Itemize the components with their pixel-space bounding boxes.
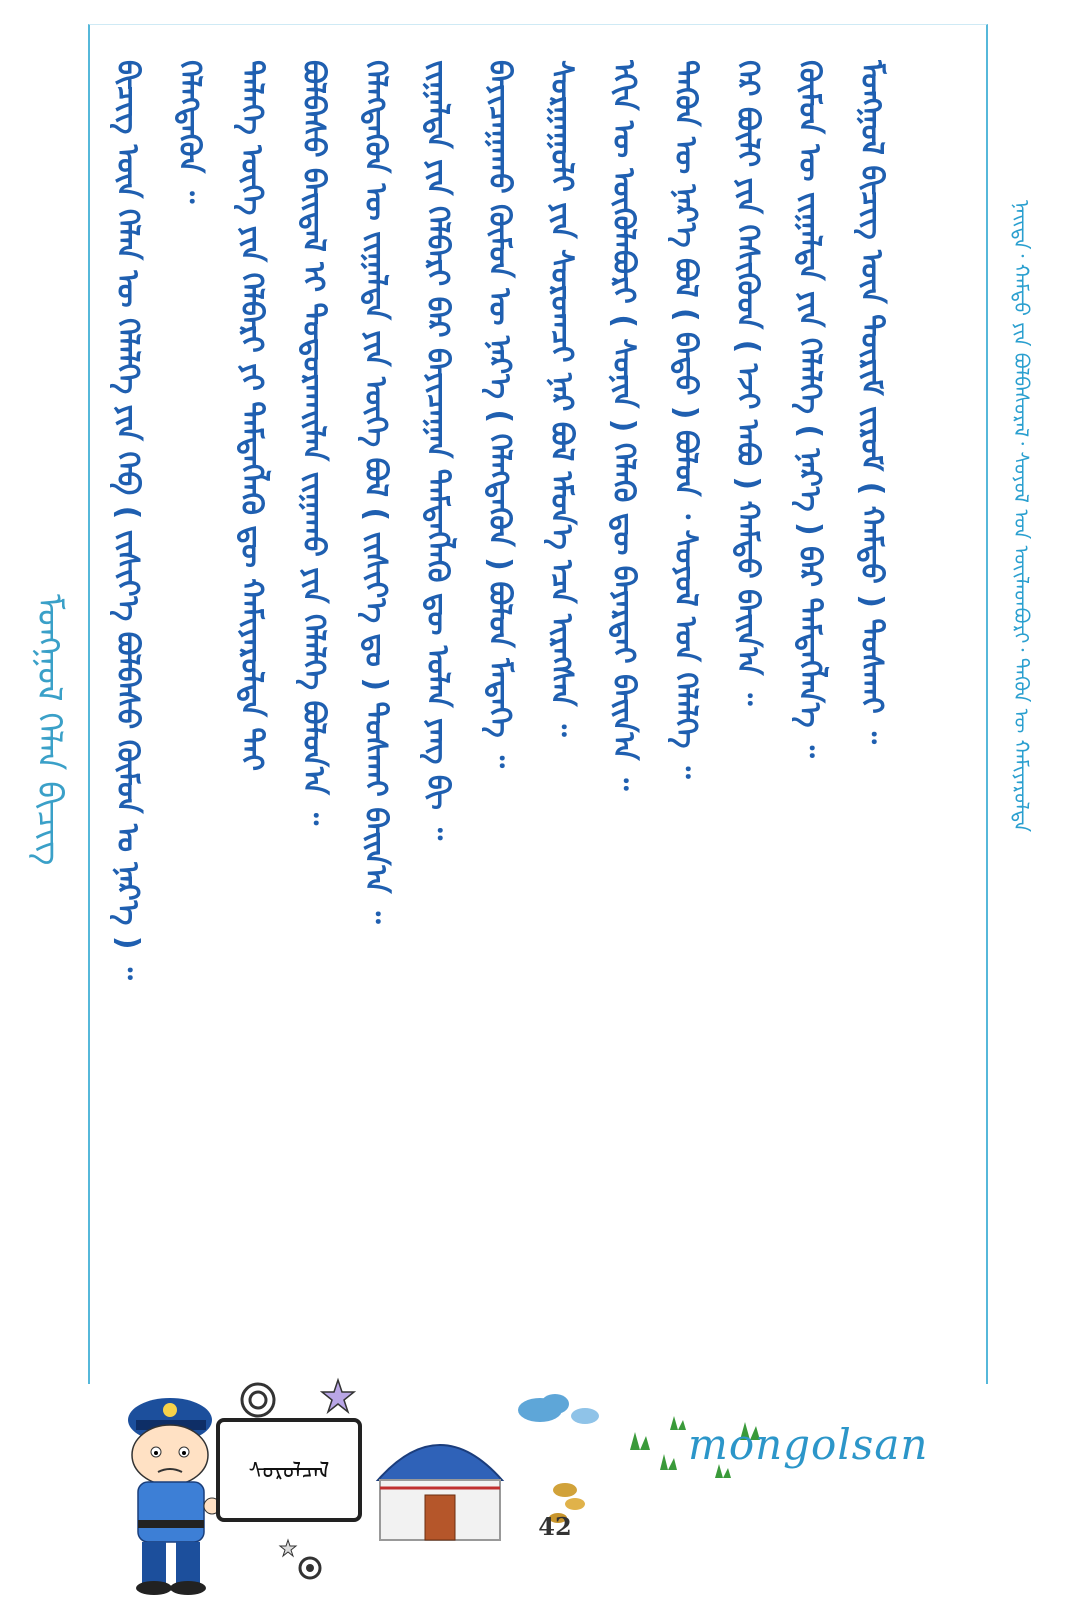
text-column: ᠲᠡᠭᠦᠨ ᠦ ᠨᠡᠷ᠎ᠡ ᠪᠣᠯ ( ᠪᠠᠲᠤ ) ᠪᠣᠯᠤᠨ ᠂ ᠰᠣᠶᠣᠯ ᠤᠨ ᠬᠡᠯᠡᠯᠭᠡ ᠃ [668,60,703,779]
text-column: ᠡᠬᠢᠨ ᠦ ᠦᠭᠦᠯᠡᠪᠦᠷᠢ ( ᠰᠣᠨᠢᠨ ) ᠬᠡᠯᠡᠬᠦ ᠳᠦ ᠪᠠᠶᠠᠷᠲᠠᠢ ᠪᠠᠢᠨ᠎ᠠ ᠃ [606,60,641,791]
text-columns [110,60,970,1390]
text-column: ᠲᠡᠯᠡᠭᠡ ᠦᠭᠡ ᠶᠢᠨ ᠬᠡᠯᠪᠡᠷᠢ ᠶᠢ ᠲᠡᠮᠳᠡᠭᠯᠡᠬᠦ ᠳᠦ ᠬᠠᠮᠢᠶᠠᠷᠤᠯᠲᠠ ᠲᠠᠢ [234,60,269,771]
text-column: ᠬᠦᠮᠦᠨ ᠦ ᠵᠢᠭᠠᠯᠲᠠ ᠶᠢᠨ ᠬᠡᠯᠡᠯᠭᠡ ( ᠨᠡᠷ᠎ᠡ ) ᠪᠠᠷ ᠲᠡᠮᠳᠡᠭᠯᠡᠨ᠎ᠡ ᠃ [792,60,827,758]
text-column: ᠪᠠᠶᠢᠴᠠᠭᠠᠬᠤ ᠬᠦᠮᠦᠨ ᠦ ᠨᠡᠷ᠎ᠡ ( ᠬᠡᠯᠡᠭᠳᠡᠬᠦᠨ ) ᠪᠣᠯᠤᠨ ᠮᠡᠳᠡᠭᠡ ᠃ [482,60,517,768]
text-column: ᠰᠤᠷᠭᠠᠭᠤᠯᠢ ᠶᠢᠨ ᠰᠤᠷᠤᠭᠴᠢ ᠨᠠᠷ ᠪᠣᠯ ᠡᠮᠦᠨ᠎ᠡ ᠡᠴᠡ ᠢᠷᠡᠭᠰᠡᠨ ᠃ [544,60,579,737]
sign-board [218,1420,360,1520]
yurt-icon [378,1445,502,1540]
running-title [14,480,84,980]
police-mascot-icon [128,1398,220,1595]
text-column: ᠮᠣᠩᠭᠣᠯ ᠪᠢᠴᠢᠭ ᠦᠨ ᠳᠦᠷᠢᠮ ᠵᠢᠷᠤᠮ ( ᠬᠠᠮᠲᠤ ) ᠲᠤᠰᠬᠠᠢ ᠃ [854,60,889,744]
footer-note [992,200,1052,1380]
text-column: ᠭᠡᠷ ᠪᠦᠯᠢ ᠶᠢᠨ ᠭᠡᠰᠢᠭᠦᠳ ( ᠡᠵᠢ ᠠᠪᠤ ) ᠬᠠᠮᠲᠤ ᠪᠠᠢᠨ᠎ᠠ ᠃ [730,60,765,706]
sign-text: ᠰᠤᠷᠤᠯᠴᠠᠯ [248,1459,330,1484]
page-number: 42 [538,1512,572,1541]
text-column: ᠬᠡᠯᠡᠭᠳᠡᠬᠦᠨ ᠦ ᠵᠢᠭᠠᠯᠲᠠ ᠶᠢᠨ ᠦᠭᠡ ᠪᠣᠯ ( ᠵᠢᠱᠢᠶ᠎ᠡ ᠳᠤ ) ᠲᠤᠰᠬᠠᠢ ᠪᠠᠢᠨ᠎ᠠ ᠃ [358,60,393,924]
text-column: ᠵᠢᠭᠠᠯᠲᠠ ᠶᠢᠨ ᠬᠡᠯᠪᠡᠷᠢ ᠪᠡᠷ ᠪᠠᠶᠢᠴᠠᠭᠠᠨ ᠲᠡᠮᠳᠡᠭᠯᠡᠬᠦ ᠳᠦ ᠣᠯᠠᠨ ᠶᠠᠩ ᠪᠢ ᠃ [420,60,455,841]
publisher-logo: mongolsan [688,1420,929,1469]
footer-note-text: ᠨᠡᠢᠲᠡ᠂ ᠬᠠᠮᠲᠤ ᠶᠢᠨ ᠪᠣᠯᠪᠠᠰᠤᠷᠠᠯ᠂ ᠰᠣᠶᠣᠯ ᠤᠨ ᠦᠢᠯᠡᠳᠪᠦᠷᠢ᠂ ᠲᠡᠭᠦᠨ ᠦ ᠬᠠᠮᠢᠶᠠᠷᠤᠯᠲᠠ [1009,200,1034,833]
text-column: ᠬᠡᠯᠡᠭᠳᠡᠬᠦᠨ ᠃ [172,60,207,204]
text-column: ᠪᠣᠯᠪᠠᠰᠤ ᠪᠠᠢᠳᠠᠯ ᠢ ᠲᠣᠳᠤᠷᠬᠠᠢᠯᠠᠨ ᠵᠢᠭᠠᠬᠤ ᠶᠢᠨ ᠬᠡᠯᠡᠯᠭᠡ ᠪᠣᠯᠤᠨ᠎ᠠ ᠃ [296,60,331,826]
decorative-illustration [100,1370,980,1610]
running-title-text: ᠮᠣᠩᠭᠣᠯ ᠬᠡᠯᠡᠨ ᠪᠢᠴᠢᠭ [29,594,69,866]
text-column: ᠪᠢᠴᠢᠭ ᠦᠨ ᠬᠡᠯᠡᠨ ᠦ ᠬᠡᠯᠡᠯᠭᠡ ᠶᠢᠨ ᠬᠡᠪ ( ᠵᠢᠱᠢᠶ᠎ᠡ ᠪᠣᠯᠪᠠᠰᠤ ᠬᠦᠮᠦᠨ ᠤ ᠨᠡᠷ᠎ᠡ ) ᠃ [110,60,145,980]
cloud-icon [518,1394,599,1424]
